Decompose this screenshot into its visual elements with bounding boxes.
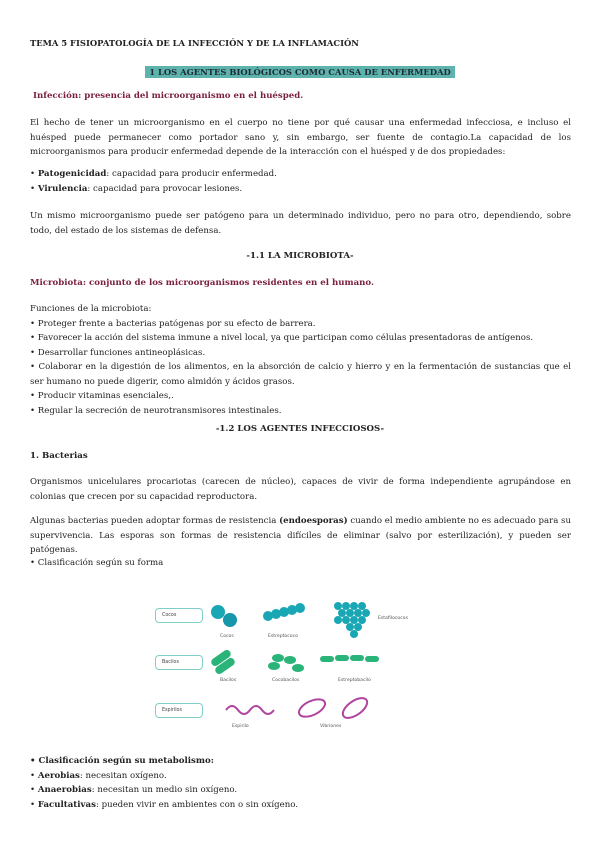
estreptobacilo-shape xyxy=(320,655,379,662)
vibrion-shape xyxy=(296,696,327,721)
label-estreptococo: Estreptococo xyxy=(268,634,298,639)
label-vibriones: Vibriones xyxy=(320,724,342,729)
label-bacilos: Bacilos xyxy=(220,678,237,683)
funcion-item: • Favorecer la acción del sistema inmune a nivel local, ya que participan como células presentadoras de antígenos. xyxy=(30,333,534,343)
microbiota-definition: Microbiota: conjunto de los microorganismos residentes en el humano. xyxy=(30,278,374,288)
infeccion-definition: Infección: presencia del microorganismo en el huésped. xyxy=(33,91,304,101)
funcion-item: • Regular la secreción de neurotransmisores intestinales. xyxy=(30,405,282,416)
meta-facultativas: • Facultativas: pueden vivir en ambientes con o sin oxígeno. xyxy=(30,799,298,810)
label-estreptobacilo: Estreptobacilo xyxy=(338,678,371,683)
label-estafilococo: Estafilococos xyxy=(378,616,408,621)
section-heading-wrapper xyxy=(0,60,600,79)
funciones-intro: Funciones de la microbiota: xyxy=(30,304,152,314)
meta-aerobias: • Aerobias: necesitan oxígeno. xyxy=(30,770,167,781)
bacterias-heading: 1. Bacterias xyxy=(30,451,88,461)
props-list xyxy=(30,167,571,196)
bacteria-shapes-svg xyxy=(150,598,410,738)
espirilo-shape xyxy=(226,706,274,714)
coco-shape xyxy=(211,605,225,619)
paragraph-2: Un mismo microorganismo puede ser patógeno para un determinado individuo, pero no para otro, dependiendo, sobre todo, del estado de los sistemas de defensa. xyxy=(30,211,571,236)
page-title: TEMA 5 FISIOPATOLOGÍA DE LA INFECCIÓN Y DE LA INFLAMACIÓN xyxy=(30,38,359,48)
clasificacion-metabolismo: • Clasificación según su metabolismo: xyxy=(30,756,214,766)
subsection-1-2-heading: -1.2 LOS AGENTES INFECCIOSOS- xyxy=(215,424,385,434)
funcion-item: • Proteger frente a bacterias patógenas por su efecto de barrera. xyxy=(30,318,316,329)
bacteria-shapes-figure xyxy=(150,598,410,738)
meta-anaerobias: • Anaerobias: necesitan un medio sin oxígeno. xyxy=(30,785,238,795)
estreptococo-shape xyxy=(263,603,305,621)
box-espirilos: Espirilos xyxy=(155,703,203,718)
section-1-heading: 1 LOS AGENTES BIOLÓGICOS COMO CAUSA DE ENFERMEDAD xyxy=(145,66,455,78)
label-espirilo: Espirilo xyxy=(232,724,249,729)
prop-patogenicidad: • Patogenicidad: capacidad para producir enfermedad. xyxy=(30,169,277,179)
paragraph-4: Algunas bacterias pueden adoptar formas de resistencia (endoesporas) cuando el medio ambiente no es adecuado para su supervivencia. Las esporas son formas de resistencia difíciles de eliminar (salvo por esterilización), y pueden ser patógenas. xyxy=(30,516,572,555)
funcion-item: • Desarrollar funciones antineoplásicas. xyxy=(30,347,206,358)
coco-shape xyxy=(223,613,237,627)
paragraph-3: Organismos unicelulares procariotas (carecen de núcleo), capaces de vivir de forma independiente agrupándose en colonias que crecen por su capacidad reproductora. xyxy=(30,477,571,502)
paragraph-1: El hecho de tener un microorganismo en el cuerpo no tiene por qué causar una enfermedad infecciosa, e incluso el huésped puede permanecer como portador sano y, sin embargo, ser fuente de contagio.La capacidad de los microorganismos para producir enfermedad depende de la interacción con el huésped y de dos propiedades: xyxy=(30,118,571,157)
clasificacion-forma: • Clasificación según su forma xyxy=(30,558,164,568)
funcion-item: • Colaborar en la digestión de los alimentos, en la absorción de calcio y hierro y en la fermentación de sustancias que el ser humano no puede digerir, como almidón y ácidos grasos. xyxy=(30,362,571,387)
estafilococo-shape xyxy=(334,602,370,638)
prop-virulencia: • Virulencia: capacidad para provocar lesiones. xyxy=(30,183,243,194)
funcion-item: • Producir vitaminas esenciales,. xyxy=(30,391,174,401)
label-cocobacilos: Cocobacilos xyxy=(272,678,300,683)
subsection-1-1-heading: -1.1 LA MICROBIOTA- xyxy=(246,251,354,261)
box-bacilos: Bacilos xyxy=(155,655,203,670)
label-cocos: Cocos xyxy=(220,634,234,639)
box-cocos: Cocos xyxy=(155,608,203,623)
cocobacilo-shape xyxy=(268,654,304,672)
funciones-list xyxy=(30,302,571,418)
vibrion-shape xyxy=(340,694,371,722)
metabolismo-list xyxy=(30,754,571,812)
